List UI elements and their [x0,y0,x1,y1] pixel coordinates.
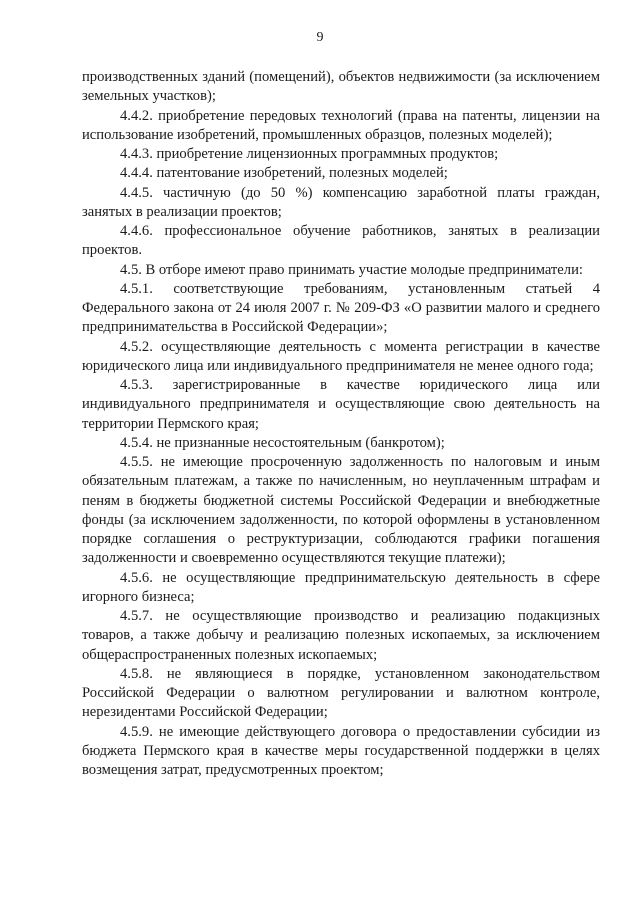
paragraph-4-4-4: 4.4.4. патентование изобретений, полезных моделей; [120,165,448,182]
paragraph-4-5-7: 4.5.7. не осуществляющие производство и реализацию подакцизных товаров, а также добычу и реализацию полезных ископаемых, за исключением общераспространенных полезных ископаемых; [82,608,600,663]
paragraph-4-5: 4.5. В отборе имеют право принимать участие молодые предприниматели: [120,261,583,278]
page-number: 9 [316,30,324,45]
paragraph-4-5-8: 4.5.8. не являющиеся в порядке, установленном законодательством Российской Федерации о валютном регулировании и валютном контроле, нерезидентами Российской Федерации; [82,665,600,721]
paragraph-4-4-3: 4.4.3. приобретение лицензионных программных продуктов; [120,146,499,162]
paragraph-4-5-3: 4.5.3. зарегистрированные в качестве юридического лица или индивидуального предпринимателя и осуществляющие свою деятельность на территории Пермского края; [82,377,600,432]
paragraph-4-5-2: 4.5.2. осуществляющие деятельность с момента регистрации в качестве юридического лица или индивидуального предпринимателя не менее одного года; [82,338,600,374]
paragraph-4-4-2: 4.4.2. приобретение передовых технологий (права на патенты, лицензии на использование изобретений, промышленных образцов, полезных моделей); [82,107,600,143]
paragraph-4-5-4: 4.5.4. не признанные несостоятельным (банкротом); [120,434,445,451]
paragraph-4-5-1: 4.5.1. соответствующие требованиям, установленным статьей 4 Федерального закона от 24 июля 2007 г. № 209-ФЗ «О развитии малого и среднего предпринимательства в Российской Федерации»; [82,280,600,336]
paragraph-4-4-6: 4.4.6. профессиональное обучение работников, занятых в реализации проектов. [82,223,600,259]
document-body [82,68,600,780]
paragraph-continuation: производственных зданий (помещений), объектов недвижимости (за исключением земельных участков); [82,69,600,105]
paragraph-4-5-6: 4.5.6. не осуществляющие предпринимательскую деятельность в сфере игорного бизнеса; [82,569,600,605]
paragraph-4-4-5: 4.4.5. частичную (до 50 %) компенсацию заработной платы граждан, занятых в реализации проектов; [82,184,600,220]
paragraph-4-5-9: 4.5.9. не имеющие действующего договора о предоставлении субсидии из бюджета Пермского края в качестве меры государственной поддержки в целях возмещения затрат, предусмотренных проектом; [82,723,600,778]
paragraph-4-5-5: 4.5.5. не имеющие просроченную задолженность по налоговым и иным обязательным платежам, а также по начисленным, но неуплаченным штрафам и пеням в бюджеты бюджетной системы Российской Федерации и внебюджетные фонды (за исключением задолженности, по которой оформлены в установленном порядке соглашения о реструктуризации, соблюдаются графики погашения задолженности и своевременно осуществляются текущие платежи); [82,454,600,567]
